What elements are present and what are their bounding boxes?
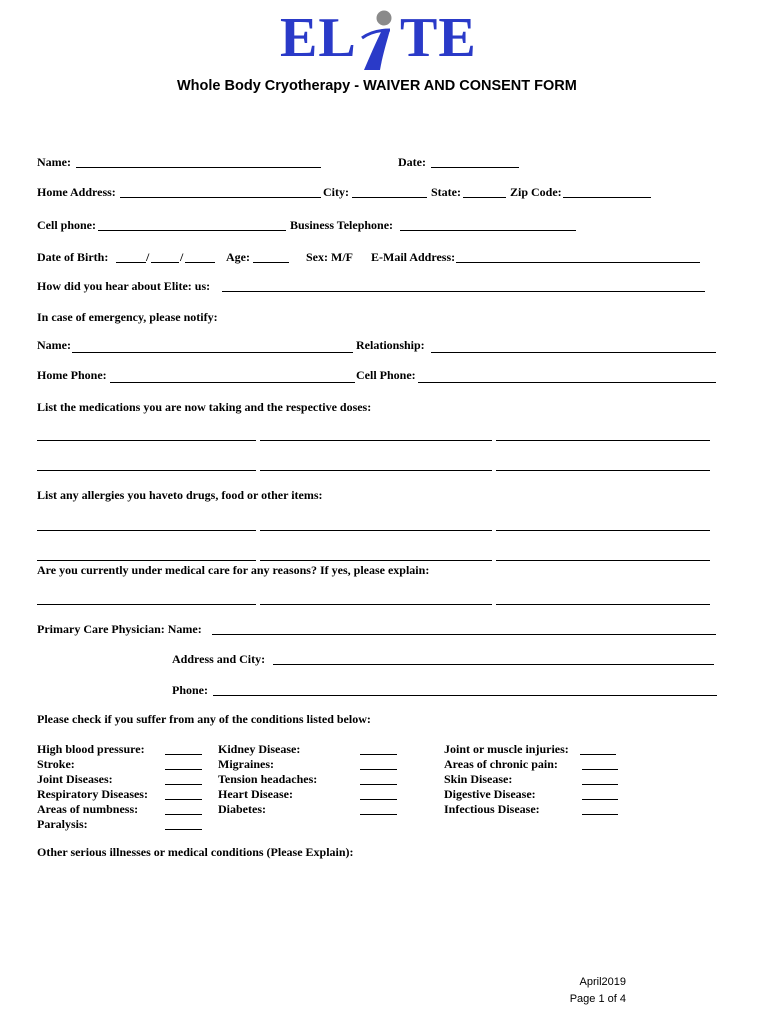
allergy-field[interactable] xyxy=(260,530,492,531)
physician-name-label: Primary Care Physician: Name: xyxy=(37,622,202,636)
person-figure-icon xyxy=(360,8,402,74)
medical-care-field[interactable] xyxy=(260,604,492,605)
elite-logo xyxy=(280,6,490,76)
condition-label: Areas of numbness: xyxy=(37,802,139,816)
emergency-home-phone-field[interactable] xyxy=(110,382,355,383)
allergy-field[interactable] xyxy=(37,560,256,561)
date-field[interactable] xyxy=(431,167,519,168)
age-label: Age: xyxy=(226,250,250,264)
dob-year-field[interactable] xyxy=(185,262,215,263)
allergy-field[interactable] xyxy=(260,560,492,561)
condition-checkbox[interactable] xyxy=(165,769,202,770)
condition-checkbox[interactable] xyxy=(165,799,202,800)
medical-care-field[interactable] xyxy=(496,604,710,605)
medical-care-field[interactable] xyxy=(37,604,256,605)
condition-label: High blood pressure: xyxy=(37,742,145,756)
state-field[interactable] xyxy=(463,197,506,198)
page-number: Page 1 of 4 xyxy=(569,993,626,1005)
relationship-label: Relationship: xyxy=(356,338,425,352)
dob-month-field[interactable] xyxy=(116,262,146,263)
name-field[interactable] xyxy=(76,167,321,168)
physician-phone-field[interactable] xyxy=(213,695,717,696)
condition-label: Tension headaches: xyxy=(218,772,318,786)
emergency-cell-phone-field[interactable] xyxy=(418,382,716,383)
dob-separator: / xyxy=(146,250,150,264)
footer-date: April2019 xyxy=(579,976,626,988)
form-title: Whole Body Cryotherapy - WAIVER AND CONSENT FORM xyxy=(177,78,577,94)
condition-label: Digestive Disease: xyxy=(444,787,536,801)
condition-checkbox[interactable] xyxy=(580,754,616,755)
date-label: Date: xyxy=(398,155,426,169)
physician-address-field[interactable] xyxy=(273,664,714,665)
allergy-field[interactable] xyxy=(496,530,710,531)
sex-label: Sex: M/F xyxy=(306,250,353,264)
condition-label: Kidney Disease: xyxy=(218,742,301,756)
emergency-name-field[interactable] xyxy=(72,352,353,353)
condition-checkbox[interactable] xyxy=(582,814,618,815)
condition-checkbox[interactable] xyxy=(582,769,618,770)
name-label: Name: xyxy=(37,155,71,169)
medication-field[interactable] xyxy=(496,440,710,441)
other-conditions-prompt: Other serious illnesses or medical conditions (Please Explain): xyxy=(37,845,354,859)
state-label: State: xyxy=(431,185,461,199)
allergy-field[interactable] xyxy=(37,530,256,531)
dob-day-field[interactable] xyxy=(151,262,179,263)
condition-checkbox[interactable] xyxy=(360,769,397,770)
city-label: City: xyxy=(323,185,349,199)
age-field[interactable] xyxy=(253,262,289,263)
email-field[interactable] xyxy=(456,262,700,263)
emergency-home-phone-label: Home Phone: xyxy=(37,368,107,382)
condition-checkbox[interactable] xyxy=(165,829,202,830)
cell-phone-field[interactable] xyxy=(98,230,286,231)
medication-field[interactable] xyxy=(260,440,492,441)
emergency-name-label: Name: xyxy=(37,338,71,352)
condition-label: Joint or muscle injuries: xyxy=(444,742,569,756)
business-phone-field[interactable] xyxy=(400,230,576,231)
condition-checkbox[interactable] xyxy=(360,754,397,755)
condition-checkbox[interactable] xyxy=(165,784,202,785)
allergy-field[interactable] xyxy=(496,560,710,561)
condition-label: Heart Disease: xyxy=(218,787,293,801)
physician-phone-label: Phone: xyxy=(172,683,208,697)
condition-label: Paralysis: xyxy=(37,817,88,831)
zip-field[interactable] xyxy=(563,197,651,198)
dob-label: Date of Birth: xyxy=(37,250,109,264)
condition-checkbox[interactable] xyxy=(582,784,618,785)
physician-name-field[interactable] xyxy=(212,634,716,635)
home-address-label: Home Address: xyxy=(37,185,116,199)
condition-label: Areas of chronic pain: xyxy=(444,757,558,771)
emergency-cell-phone-label: Cell Phone: xyxy=(356,368,416,382)
emergency-heading: In case of emergency, please notify: xyxy=(37,310,218,324)
business-phone-label: Business Telephone: xyxy=(290,218,394,232)
logo-text-left: EL xyxy=(280,7,357,69)
zip-label: Zip Code: xyxy=(510,185,562,199)
medications-prompt: List the medications you are now taking and the respective doses: xyxy=(37,400,372,414)
referral-label: How did you hear about Elite: us: xyxy=(37,279,211,293)
condition-checkbox[interactable] xyxy=(360,799,397,800)
condition-checkbox[interactable] xyxy=(165,754,202,755)
cell-phone-label: Cell phone: xyxy=(37,218,97,232)
allergies-prompt: List any allergies you haveto drugs, food or other items: xyxy=(37,488,323,502)
condition-checkbox[interactable] xyxy=(360,814,397,815)
physician-address-label: Address and City: xyxy=(172,652,266,666)
condition-checkbox[interactable] xyxy=(360,784,397,785)
condition-checkbox[interactable] xyxy=(582,799,618,800)
condition-label: Infectious Disease: xyxy=(444,802,540,816)
medication-field[interactable] xyxy=(37,440,256,441)
condition-label: Respiratory Diseases: xyxy=(37,787,148,801)
medication-field[interactable] xyxy=(496,470,710,471)
condition-checkbox[interactable] xyxy=(165,814,202,815)
referral-field[interactable] xyxy=(222,291,705,292)
condition-label: Skin Disease: xyxy=(444,772,513,786)
medication-field[interactable] xyxy=(37,470,256,471)
medication-field[interactable] xyxy=(260,470,492,471)
condition-label: Joint Diseases: xyxy=(37,772,113,786)
home-address-field[interactable] xyxy=(120,197,321,198)
conditions-prompt: Please check if you suffer from any of the conditions listed below: xyxy=(37,712,371,726)
logo-text-right: TE xyxy=(400,7,477,69)
city-field[interactable] xyxy=(352,197,427,198)
dob-separator: / xyxy=(180,250,184,264)
email-label: E-Mail Address: xyxy=(371,250,456,264)
condition-label: Migraines: xyxy=(218,757,274,771)
condition-label: Diabetes: xyxy=(218,802,266,816)
condition-label: Stroke: xyxy=(37,757,75,771)
medical-care-prompt: Are you currently under medical care for any reasons? If yes, please explain: xyxy=(37,563,430,577)
relationship-field[interactable] xyxy=(431,352,716,353)
